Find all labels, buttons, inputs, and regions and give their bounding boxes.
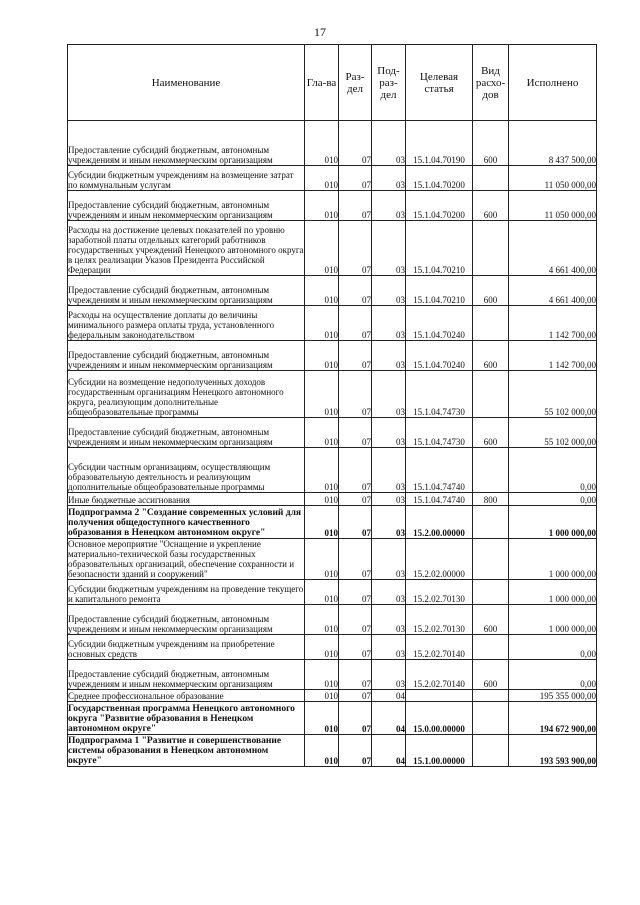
table-row xyxy=(68,221,597,276)
table-row xyxy=(68,690,597,702)
row-podrazdel: 03 xyxy=(372,121,406,166)
row-podrazdel: 03 xyxy=(372,418,406,448)
row-podrazdel: 03 xyxy=(372,493,406,506)
row-amount: 193 593 900,00 xyxy=(509,735,597,767)
table-row xyxy=(68,166,597,191)
row-vid xyxy=(473,221,509,276)
row-target: 15.2.00.00000 xyxy=(406,506,473,539)
table-row xyxy=(68,580,597,605)
row-amount: 8 437 500,00 xyxy=(509,121,597,166)
table-row xyxy=(68,341,597,371)
table-row xyxy=(68,276,597,306)
row-razdel: 07 xyxy=(339,690,372,702)
row-vid: 600 xyxy=(473,660,509,690)
row-razdel: 07 xyxy=(339,191,372,221)
row-name: Расходы на достижение целевых показателей по уровню заработной платы отдельных категорий работников государственных учреждений Ненецкого автономного округа в целях реализации Указов Президента Российской Федерации xyxy=(68,221,305,276)
row-name: Субсидии бюджетным учреждениям на проведение текущего и капитального ремонта xyxy=(68,580,305,605)
row-vid xyxy=(473,506,509,539)
row-podrazdel: 03 xyxy=(372,306,406,341)
budget-table xyxy=(67,44,597,767)
row-podrazdel: 03 xyxy=(372,191,406,221)
row-razdel: 07 xyxy=(339,221,372,276)
row-razdel: 07 xyxy=(339,276,372,306)
row-amount: 195 355 000,00 xyxy=(509,690,597,702)
header-glava: Гла-ва xyxy=(305,45,339,121)
header-name: Наименование xyxy=(68,45,305,121)
table-row xyxy=(68,371,597,418)
row-razdel: 07 xyxy=(339,341,372,371)
row-podrazdel: 03 xyxy=(372,605,406,635)
row-glava: 010 xyxy=(305,660,339,690)
row-amount: 194 672 900,00 xyxy=(509,702,597,735)
row-amount: 11 050 000,00 xyxy=(509,191,597,221)
row-glava: 010 xyxy=(305,121,339,166)
page-number: 17 xyxy=(314,25,326,39)
header-vid: Вид расхо-дов xyxy=(473,45,509,121)
row-glava: 010 xyxy=(305,418,339,448)
row-vid xyxy=(473,690,509,702)
row-vid xyxy=(473,702,509,735)
row-podrazdel: 03 xyxy=(372,580,406,605)
row-name: Предоставление субсидий бюджетным, автономным учреждениям и иным некоммерческим организациям xyxy=(68,121,305,166)
row-glava: 010 xyxy=(305,371,339,418)
row-podrazdel: 04 xyxy=(372,735,406,767)
row-amount: 11 050 000,00 xyxy=(509,166,597,191)
row-razdel: 07 xyxy=(339,306,372,341)
row-podrazdel: 03 xyxy=(372,635,406,660)
row-target: 15.1.00.00000 xyxy=(406,735,473,767)
row-amount: 0,00 xyxy=(509,493,597,506)
row-target: 15.2.02.70140 xyxy=(406,635,473,660)
row-target: 15.1.04.70240 xyxy=(406,306,473,341)
row-amount: 55 102 000,00 xyxy=(509,418,597,448)
table-row xyxy=(68,448,597,493)
header-razdel: Раз-дел xyxy=(339,45,372,121)
row-vid: 600 xyxy=(473,605,509,635)
row-razdel: 07 xyxy=(339,371,372,418)
table-row xyxy=(68,493,597,506)
row-target: 15.1.04.74740 xyxy=(406,493,473,506)
row-name: Предоставление субсидий бюджетным, автономным учреждениям и иным некоммерческим организациям xyxy=(68,660,305,690)
row-name: Предоставление субсидий бюджетным, автономным учреждениям и иным некоммерческим организациям xyxy=(68,191,305,221)
row-amount: 4 661 400,00 xyxy=(509,221,597,276)
row-target: 15.1.04.70210 xyxy=(406,276,473,306)
row-target: 15.2.02.00000 xyxy=(406,539,473,580)
row-amount: 1 000 000,00 xyxy=(509,506,597,539)
row-name: Предоставление субсидий бюджетным, автономным учреждениям и иным некоммерческим организациям xyxy=(68,276,305,306)
row-name: Расходы на осуществление доплаты до величины минимального размера оплаты труда, установленного федеральным законодательством xyxy=(68,306,305,341)
row-amount: 1 000 000,00 xyxy=(509,605,597,635)
row-podrazdel: 03 xyxy=(372,371,406,418)
row-glava: 010 xyxy=(305,166,339,191)
row-name: Подпрограмма 2 "Создание современных условий для получения общедоступного качественного образования в Ненецком автономном округе" xyxy=(68,506,305,539)
row-amount: 0,00 xyxy=(509,635,597,660)
row-target: 15.1.04.74730 xyxy=(406,371,473,418)
row-name: Подпрограмма 1 "Развитие и совершенствование системы образования в Ненецком автономном округе" xyxy=(68,735,305,767)
row-glava: 010 xyxy=(305,539,339,580)
row-name: Предоставление субсидий бюджетным, автономным учреждениям и иным некоммерческим организациям xyxy=(68,418,305,448)
row-amount: 1 000 000,00 xyxy=(509,580,597,605)
row-target: 15.1.04.74740 xyxy=(406,448,473,493)
row-target: 15.2.02.70130 xyxy=(406,580,473,605)
row-name: Предоставление субсидий бюджетным, автономным учреждениям и иным некоммерческим организациям xyxy=(68,341,305,371)
row-vid xyxy=(473,735,509,767)
table-body xyxy=(68,121,597,767)
row-vid xyxy=(473,306,509,341)
row-vid: 600 xyxy=(473,418,509,448)
row-vid: 600 xyxy=(473,191,509,221)
header-done: Исполнено xyxy=(509,45,597,121)
row-name: Субсидии частным организациям, осуществляющим образовательную деятельность и реализующим дополнительные общеобразовательные программы xyxy=(68,448,305,493)
table-row xyxy=(68,121,597,166)
row-amount: 55 102 000,00 xyxy=(509,371,597,418)
row-target: 15.1.04.70240 xyxy=(406,341,473,371)
row-vid xyxy=(473,166,509,191)
row-target: 15.2.02.70130 xyxy=(406,605,473,635)
row-target: 15.0.00.00000 xyxy=(406,702,473,735)
row-podrazdel: 03 xyxy=(372,341,406,371)
row-razdel: 07 xyxy=(339,121,372,166)
row-glava: 010 xyxy=(305,493,339,506)
row-amount: 1 142 700,00 xyxy=(509,341,597,371)
header-target: Целевая статья xyxy=(406,45,473,121)
row-name: Основное мероприятие "Оснащение и укрепление материально-технической базы государственных образовательных организаций, обеспечение сохранности и безопасности зданий и сооружений" xyxy=(68,539,305,580)
row-podrazdel: 04 xyxy=(372,690,406,702)
row-vid xyxy=(473,539,509,580)
row-vid: 600 xyxy=(473,276,509,306)
row-glava: 010 xyxy=(305,635,339,660)
table-row xyxy=(68,191,597,221)
row-target: 15.2.02.70140 xyxy=(406,660,473,690)
table-row xyxy=(68,506,597,539)
row-podrazdel: 03 xyxy=(372,221,406,276)
table-row xyxy=(68,539,597,580)
row-name: Субсидии бюджетным учреждениям на возмещение затрат по коммунальным услугам xyxy=(68,166,305,191)
row-razdel: 07 xyxy=(339,448,372,493)
table-row xyxy=(68,418,597,448)
row-name: Среднее профессиональное образование xyxy=(68,690,305,702)
row-razdel: 07 xyxy=(339,580,372,605)
row-amount: 0,00 xyxy=(509,448,597,493)
row-razdel: 07 xyxy=(339,605,372,635)
table-row xyxy=(68,605,597,635)
row-glava: 010 xyxy=(305,341,339,371)
row-razdel: 07 xyxy=(339,735,372,767)
row-amount: 1 000 000,00 xyxy=(509,539,597,580)
row-glava: 010 xyxy=(305,448,339,493)
row-vid: 800 xyxy=(473,493,509,506)
row-glava: 010 xyxy=(305,690,339,702)
row-razdel: 07 xyxy=(339,635,372,660)
row-podrazdel: 03 xyxy=(372,166,406,191)
row-glava: 010 xyxy=(305,276,339,306)
row-podrazdel: 03 xyxy=(372,448,406,493)
row-podrazdel: 03 xyxy=(372,506,406,539)
row-razdel: 07 xyxy=(339,418,372,448)
row-glava: 010 xyxy=(305,735,339,767)
row-target: 15.1.04.74730 xyxy=(406,418,473,448)
row-target: 15.1.04.70190 xyxy=(406,121,473,166)
header-row xyxy=(68,45,597,121)
row-razdel: 07 xyxy=(339,539,372,580)
row-name: Субсидии на возмещение недополученных доходов государственным организациям Ненецкого автономного округа, реализующим дополнительные общеобразовательные программы xyxy=(68,371,305,418)
row-glava: 010 xyxy=(305,605,339,635)
row-podrazdel: 04 xyxy=(372,702,406,735)
row-vid xyxy=(473,580,509,605)
row-razdel: 07 xyxy=(339,166,372,191)
row-vid xyxy=(473,448,509,493)
row-target: 15.1.04.70210 xyxy=(406,221,473,276)
row-name: Субсидии бюджетным учреждениям на приобретение основных средств xyxy=(68,635,305,660)
table-row xyxy=(68,306,597,341)
row-name: Предоставление субсидий бюджетным, автономным учреждениям и иным некоммерческим организациям xyxy=(68,605,305,635)
row-amount: 4 661 400,00 xyxy=(509,276,597,306)
row-podrazdel: 03 xyxy=(372,660,406,690)
table-row xyxy=(68,660,597,690)
row-glava: 010 xyxy=(305,306,339,341)
row-vid: 600 xyxy=(473,341,509,371)
row-vid: 600 xyxy=(473,121,509,166)
row-razdel: 07 xyxy=(339,493,372,506)
row-podrazdel: 03 xyxy=(372,539,406,580)
row-name: Иные бюджетные ассигнования xyxy=(68,493,305,506)
row-glava: 010 xyxy=(305,221,339,276)
row-glava: 010 xyxy=(305,580,339,605)
table-row xyxy=(68,735,597,767)
row-glava: 010 xyxy=(305,702,339,735)
table-row xyxy=(68,635,597,660)
row-razdel: 07 xyxy=(339,660,372,690)
row-razdel: 07 xyxy=(339,702,372,735)
row-amount: 1 142 700,00 xyxy=(509,306,597,341)
row-glava: 010 xyxy=(305,506,339,539)
row-target xyxy=(406,690,473,702)
row-podrazdel: 03 xyxy=(372,276,406,306)
header-podrazdel: Под-раз-дел xyxy=(372,45,406,121)
row-target: 15.1.04.70200 xyxy=(406,166,473,191)
row-glava: 010 xyxy=(305,191,339,221)
row-vid xyxy=(473,635,509,660)
row-razdel: 07 xyxy=(339,506,372,539)
row-target: 15.1.04.70200 xyxy=(406,191,473,221)
table-row xyxy=(68,702,597,735)
row-vid xyxy=(473,371,509,418)
row-name: Государственная программа Ненецкого автономного округа "Развитие образования в Ненецком автономном округе" xyxy=(68,702,305,735)
row-amount: 0,00 xyxy=(509,660,597,690)
